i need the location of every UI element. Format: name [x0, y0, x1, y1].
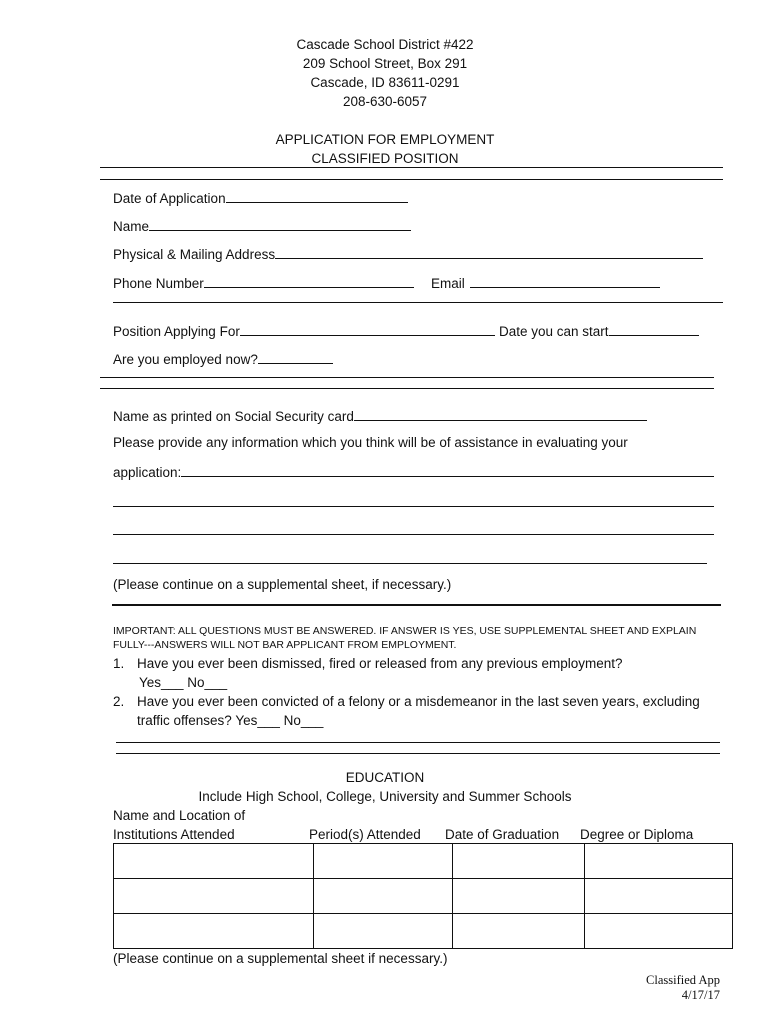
application-blank-line-2[interactable] — [113, 506, 714, 507]
question-1-number: 1. — [113, 656, 125, 671]
question-1-text: Have you ever been dismissed, fired or released from any previous employment? — [137, 656, 623, 671]
important-line-2: FULLY---ANSWERS WILL NOT BAR APPLICANT FROM EMPLOYMENT. — [113, 639, 457, 651]
question-2-number: 2. — [113, 694, 125, 709]
question-2-text: Have you ever been convicted of a felony or a misdemeanor in the last seven years, excluding — [137, 694, 700, 709]
form-title: APPLICATION FOR EMPLOYMENT — [275, 132, 495, 147]
institution-cell[interactable] — [114, 879, 314, 914]
graduation-cell[interactable] — [453, 879, 585, 914]
date-of-application-label: Date of Application — [113, 191, 226, 206]
ss-name-label: Name as printed on Social Security card — [113, 409, 354, 424]
important-line-1: IMPORTANT: ALL QUESTIONS MUST BE ANSWERED. IF ANSWER IS YES, USE SUPPLEMENTAL SHEET AND EXPLAIN — [113, 625, 697, 637]
position-blank[interactable] — [240, 322, 495, 336]
name-label: Name — [113, 219, 150, 234]
address-field[interactable] — [113, 245, 703, 263]
important-rule — [112, 604, 721, 606]
section-rule-2 — [100, 377, 714, 378]
institution-cell[interactable] — [114, 844, 314, 879]
district-phone: 208-630-6057 — [342, 94, 428, 109]
district-name: Cascade School District #422 — [296, 37, 474, 52]
info-prompt: Please provide any information which you think will be of assistance in evaluating your — [113, 435, 628, 450]
application-blank[interactable] — [181, 463, 714, 477]
date-of-application-field[interactable] — [113, 189, 408, 207]
employed-now-blank[interactable] — [258, 350, 333, 364]
footer-date: 4/17/17 — [681, 988, 720, 1002]
questions-rule-1 — [116, 742, 720, 743]
employed-now-label: Are you employed now? — [113, 352, 258, 367]
question-1-answer[interactable]: Yes___ No___ — [139, 675, 228, 690]
period-cell[interactable] — [314, 844, 453, 879]
table-row — [114, 879, 733, 914]
graduation-cell[interactable] — [453, 844, 585, 879]
application-blank-line-4[interactable] — [113, 563, 707, 564]
education-col-institution-line-1: Name and Location of — [113, 808, 246, 823]
table-row — [114, 914, 733, 949]
email-field[interactable] — [431, 274, 660, 292]
position-label: Position Applying For — [113, 324, 240, 339]
education-col-degree: Degree or Diploma — [580, 827, 694, 842]
education-col-graduation: Date of Graduation — [445, 827, 560, 842]
phone-number-field[interactable] — [113, 274, 414, 292]
address-label: Physical & Mailing Address — [113, 247, 276, 262]
ss-name-blank[interactable] — [354, 407, 647, 421]
graduation-cell[interactable] — [453, 914, 585, 949]
continue-note: (Please continue on a supplemental sheet, if necessary.) — [113, 577, 452, 592]
question-2-answer[interactable]: traffic offenses? Yes___ No___ — [137, 713, 324, 728]
start-date-field[interactable] — [499, 322, 699, 340]
start-date-blank[interactable] — [609, 322, 699, 336]
education-continue-note: (Please continue on a supplemental sheet if necessary.) — [113, 951, 448, 966]
address-blank[interactable] — [275, 245, 703, 259]
section-rule-3 — [100, 388, 714, 389]
phone-number-label: Phone Number — [113, 276, 204, 291]
application-blank-line-3[interactable] — [113, 534, 714, 535]
application-label: application: — [113, 465, 182, 480]
phone-number-blank[interactable] — [204, 274, 414, 288]
education-col-period: Period(s) Attended — [309, 827, 421, 842]
position-field[interactable] — [113, 322, 495, 340]
education-subtitle: Include High School, College, University and Summer Schools — [198, 789, 572, 804]
education-table — [113, 843, 733, 949]
footer-label: Classified App — [646, 973, 720, 987]
header-rule-1 — [100, 167, 723, 168]
application-field[interactable] — [113, 463, 714, 481]
degree-cell[interactable] — [585, 914, 733, 949]
district-street: 209 School Street, Box 291 — [302, 56, 468, 71]
date-of-application-blank[interactable] — [226, 189, 408, 203]
name-blank[interactable] — [149, 217, 411, 231]
degree-cell[interactable] — [585, 844, 733, 879]
name-field[interactable] — [113, 217, 411, 235]
section-rule-1 — [113, 302, 723, 303]
education-col-institution-line-2: Institutions Attended — [113, 827, 235, 842]
email-label: Email — [431, 276, 465, 291]
degree-cell[interactable] — [585, 879, 733, 914]
questions-rule-2 — [116, 753, 720, 754]
period-cell[interactable] — [314, 914, 453, 949]
education-title: EDUCATION — [345, 770, 425, 785]
header-rule-2 — [100, 179, 723, 180]
employed-now-field[interactable] — [113, 350, 333, 368]
form-subtitle: CLASSIFIED POSITION — [311, 151, 459, 166]
institution-cell[interactable] — [114, 914, 314, 949]
start-date-label: Date you can start — [499, 324, 609, 339]
table-row — [114, 844, 733, 879]
district-city: Cascade, ID 83611-0291 — [310, 75, 460, 90]
email-blank[interactable] — [470, 274, 660, 288]
ss-name-field[interactable] — [113, 407, 647, 425]
period-cell[interactable] — [314, 879, 453, 914]
